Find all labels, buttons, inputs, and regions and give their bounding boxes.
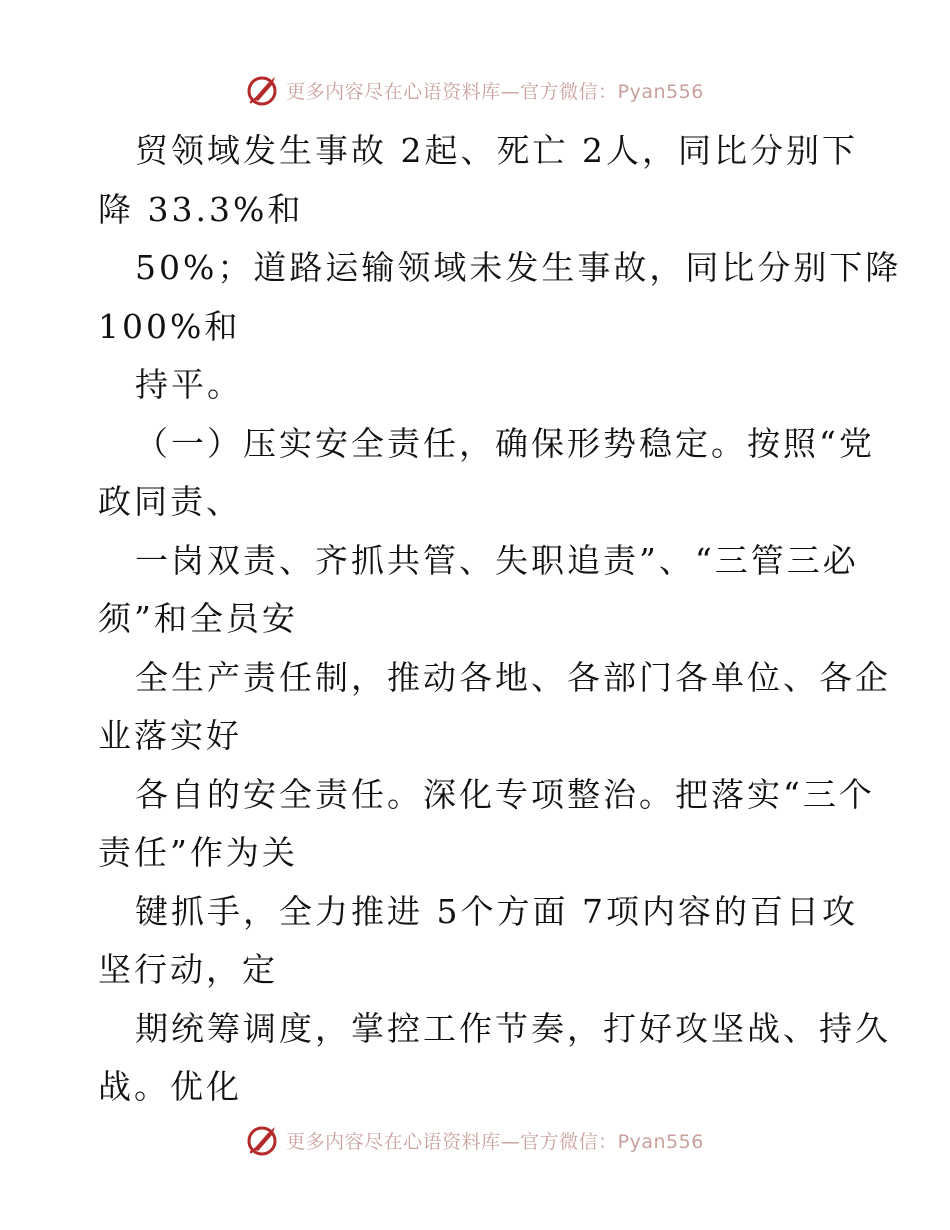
text-line: 战。优化: [98, 1067, 242, 1106]
quill-logo-icon: [246, 73, 280, 107]
header-promo-text: 更多内容尽在心语资料库—官方微信：Pyan556: [286, 80, 704, 103]
text-line: 50%；道路运输领域未发生事故，同比分别下降: [135, 248, 902, 287]
document-body: [98, 122, 902, 1117]
text-line: 键抓手，全力推进 5个方面 7项内容的百日攻: [135, 891, 858, 931]
footer-banner: [0, 1120, 950, 1160]
text-line: （一）压实安全责任，确保形势稳定。按照“党: [135, 423, 875, 463]
text-line: 100%和: [98, 306, 241, 346]
text-line: 责任”作为关: [98, 833, 298, 872]
text-line: 全生产责任制，推动各地、各部门各单位、各企: [135, 657, 891, 697]
text-line: 持平。: [135, 365, 243, 404]
text-line: 降 33.3%和: [98, 189, 304, 229]
text-line: 政同责、: [98, 482, 242, 521]
quill-logo-icon: [246, 1123, 280, 1157]
text-line: 业落实好: [98, 716, 242, 755]
text-line: 期统筹调度，掌控工作节奏，打好攻坚战、持久: [135, 1008, 891, 1048]
text-line: 贸领域发生事故 2起、死亡 2人，同比分别下: [135, 131, 858, 170]
text-line: 一岗双责、齐抓共管、失职追责”、“三管三必: [135, 540, 859, 580]
footer-promo-text: 更多内容尽在心语资料库—官方微信：Pyan556: [286, 1130, 704, 1153]
header-banner: [0, 70, 950, 110]
text-line: 须”和全员安: [98, 599, 298, 638]
text-line: 坚行动，定: [98, 950, 278, 989]
text-line: 各自的安全责任。深化专项整治。把落实“三个: [135, 774, 875, 814]
